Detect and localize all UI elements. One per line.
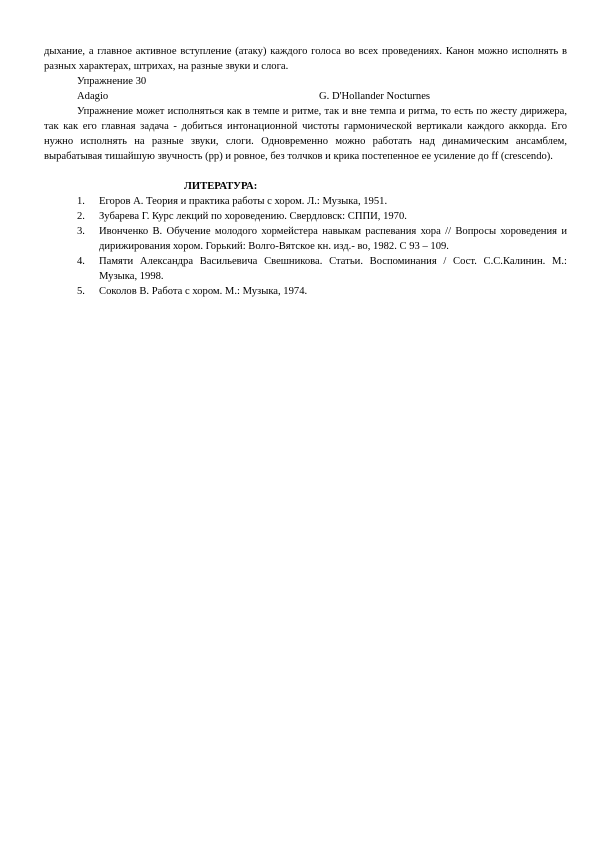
exercise-title: Упражнение 30 xyxy=(77,76,147,87)
literature-item xyxy=(44,224,567,254)
document-page xyxy=(44,44,567,299)
literature-heading: ЛИТЕРАТУРА: xyxy=(184,181,258,192)
literature-item xyxy=(44,284,567,299)
literature-item xyxy=(44,209,567,224)
tempo-marking: Adagio xyxy=(77,91,109,102)
literature-item-number: 1. xyxy=(77,196,85,207)
continuation-paragraph: дыхание, а главное активное вступление (атаку) каждого голоса во всех проведениях. Канон можно исполнять в разных характерах, штрихах, на разные звуки и слога. xyxy=(44,46,567,72)
literature-item-number: 2. xyxy=(77,211,85,222)
literature-item-number: 3. xyxy=(77,226,85,237)
literature-list xyxy=(44,194,567,299)
exercise-description: Упражнение может исполняться как в темпе и ритме, так и вне темпа и ритма, то есть по жесту дирижера, так как его главная задача - добиться интонационной чистоты гармонической вертикали каждого аккорда. Его нужно исполнять на разные звуки, слоги. Одновременно можно работать над динамическим ансамблем, вырабатывая тишайшую звучность (pp) и ровное, без толчков и крика постепенное ее усиление до ff (crescendo). xyxy=(44,106,567,162)
literature-item-number: 4. xyxy=(77,256,85,267)
literature-item-text: Зубарева Г. Курс лекций по хороведению. Свердловск: СППИ, 1970. xyxy=(99,211,407,222)
literature-item-number: 5. xyxy=(77,286,85,297)
literature-item-text: Егоров А. Теория и практика работы с хором. Л.: Музыка, 1951. xyxy=(99,196,388,207)
composer-reference: G. D'Hollander Nocturnes xyxy=(319,91,431,102)
literature-item-text: Памяти Александра Васильевича Свешникова. Статьи. Воспоминания / Сост. С.С.Калинин. М.: Музыка, 1998. xyxy=(99,256,567,282)
literature-item xyxy=(44,194,567,209)
literature-item-text: Соколов В. Работа с хором. М.: Музыка, 1974. xyxy=(99,286,308,297)
literature-item xyxy=(44,254,567,284)
literature-item-text: Ивонченко В. Обучение молодого хормейстера навыкам распевания хора // Вопросы хороведения и дирижирования хором. Горький: Волго-Вятское кн. изд.- во, 1982. С 93 – 109. xyxy=(99,226,567,252)
tempo-row xyxy=(44,89,567,104)
